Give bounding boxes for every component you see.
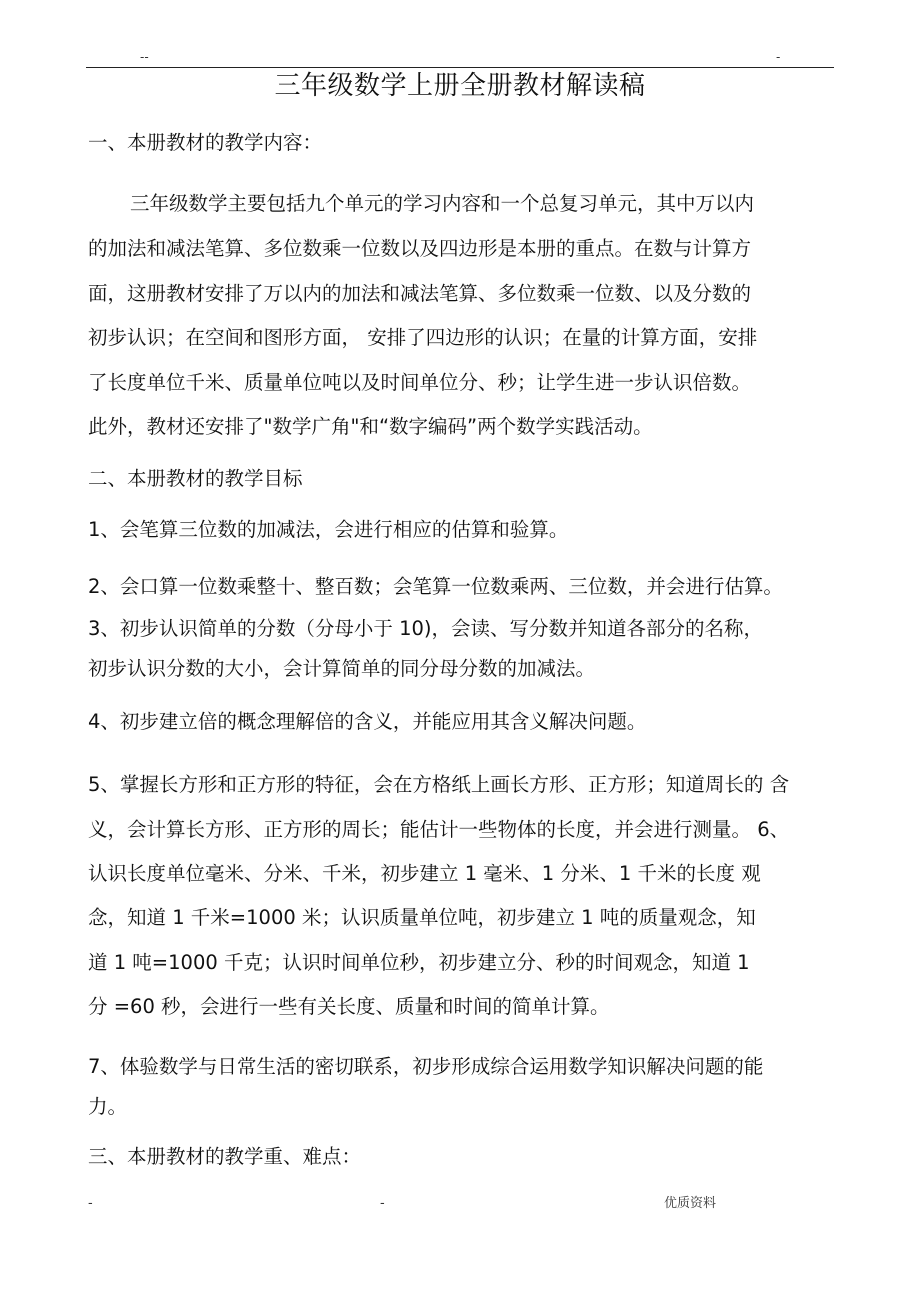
paragraph-line: 了长度单位千米、质量单位吨以及时间单位分、秒；让学生进一步认识倍数。 — [88, 371, 752, 394]
goal-line: 2、会口算一位数乘整十、整百数；会笔算一位数乘两、三位数，并会进行估算。 — [88, 575, 783, 598]
section-heading-goals: 二、本册教材的教学目标 — [88, 467, 303, 490]
paragraph-line: 此外，教材还安排了"数学广角"和“数字编码”两个数学实践活动。 — [88, 415, 653, 438]
goal-line: 道 1 吨=1000 千克；认识时间单位秒，初步建立分、秒的时间观念，知道 1 — [88, 951, 750, 974]
section-heading-keypoints: 三、本册教材的教学重、难点： — [88, 1145, 362, 1168]
footer-middle-mark: - — [380, 1196, 385, 1211]
goal-line: 力。 — [88, 1095, 128, 1118]
goal-line: 7、体验数学与日常生活的密切联系，初步形成综合运用数学知识解决问题的能 — [88, 1055, 764, 1078]
paragraph-line: 面，这册教材安排了万以内的加法和减法笔算、多位数乘一位数、以及分数的 — [88, 282, 752, 305]
goal-line: 认识长度单位毫米、分米、千米，初步建立 1 毫米、1 分米、1 千米的长度 观 — [88, 862, 761, 885]
paragraph-line: 三年级数学主要包括九个单元的学习内容和一个总复习单元，其中万以内 — [130, 192, 755, 215]
goal-line: 分 =60 秒，会进行一些有关长度、质量和时间的简单计算。 — [88, 995, 610, 1018]
document-title: 三年级数学上册全册教材解读稿 — [274, 71, 646, 101]
section-heading-content: 一、本册教材的教学内容： — [88, 131, 323, 154]
goal-line: 5、掌握长方形和正方形的特征，会在方格纸上画长方形、正方形；知道周长的 含 — [88, 773, 790, 796]
goal-line: 3、初步认识简单的分数（分母小于 10)，会读、写分数并知道各部分的名称， — [88, 617, 764, 640]
footer-left-mark: - — [88, 1196, 93, 1211]
header-right-mark: - — [776, 50, 781, 64]
paragraph-line: 初步认识；在空间和图形方面， 安排了四边形的认识；在量的计算方面，安排 — [88, 326, 758, 349]
goal-line: 义，会计算长方形、正方形的周长；能估计一些物体的长度，并会进行测量。 6、 — [88, 818, 790, 841]
goal-line: 初步认识分数的大小，会计算简单的同分母分数的加减法。 — [88, 657, 596, 680]
goal-line: 1、会笔算三位数的加减法，会进行相应的估算和验算。 — [88, 518, 569, 541]
footer-right-text: 优质资料 — [664, 1196, 717, 1211]
goal-line: 4、初步建立倍的概念理解倍的含义，并能应用其含义解决问题。 — [88, 710, 647, 733]
paragraph-line: 的加法和减法笔算、多位数乘一位数以及四边形是本册的重点。在数与计算方 — [88, 237, 752, 260]
header-left-mark: -- — [140, 50, 149, 64]
goal-line: 念，知道 1 千米=1000 米；认识质量单位吨，初步建立 1 吨的质量观念，知 — [88, 906, 756, 929]
